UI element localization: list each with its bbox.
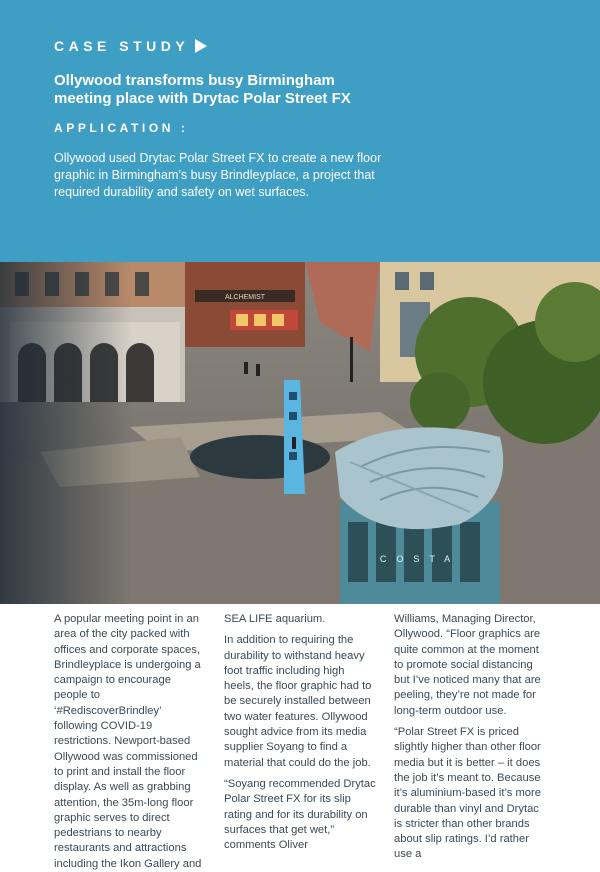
application-text: Ollywood used Drytac Polar Street FX to create a new floor graphic in Birmingham’s busy Brindleyplace, a project that required durability and safety on wet surfaces. [54,151,382,199]
paragraph: “Soyang recommended Drytac Polar Street FX for its slip rating and for its durability on surfaces that get wet,” comments Oliver [224,777,376,852]
body-text [54,612,554,870]
header-banner [0,0,600,262]
paragraph: In addition to requiring the durability to withstand heavy foot traffic including high heels, the floor graphic had to be securely installed between two water features. Ollywood sought advice from its media supplier Soyang to find a material that could do the job. [224,634,372,769]
case-study-label: CASE STUDY [54,38,190,54]
paragraph: SEA LIFE aquarium. [224,613,326,625]
text-column-2 [224,612,376,852]
page-title: Ollywood transforms busy Birmingham meeting place with Drytac Polar Street FX [54,72,351,107]
paragraph: Williams, Managing Director, Ollywood. “Floor graphics are quite common at the moment to promote social distancing but I’ve noticed many that are peeling, they’re not made for long-term outdoor use. [394,613,541,717]
text-column-1 [54,612,206,870]
case-study-heading [54,38,207,54]
paragraph: A popular meeting point in an area of the city packed with offices and corporate spaces, Brindleyplace is undergoing a campaign to encourage people to ‘#RediscoverBrindley’ following COVID-19 restrictions. Newport-based Ollywood was commissioned to print and install the floor display. As well as grabbing attention, the 35m-long floor graphic serves to direct pedestrians to nearby restaurants and attractions including the Ikon Gallery and [54,613,202,870]
play-arrow-icon [195,39,207,53]
text-column-3 [394,612,546,861]
brindleyplace-photo [0,262,600,604]
application-label: APPLICATION : [54,121,189,135]
paragraph: “Polar Street FX is priced slightly higher than other floor media but it is better – it does the job it’s meant to. Because it’s aluminium-based it’s more durable than vinyl and Drytac is stricter than other brands about slip ratings. I’d rather use a [394,726,541,861]
